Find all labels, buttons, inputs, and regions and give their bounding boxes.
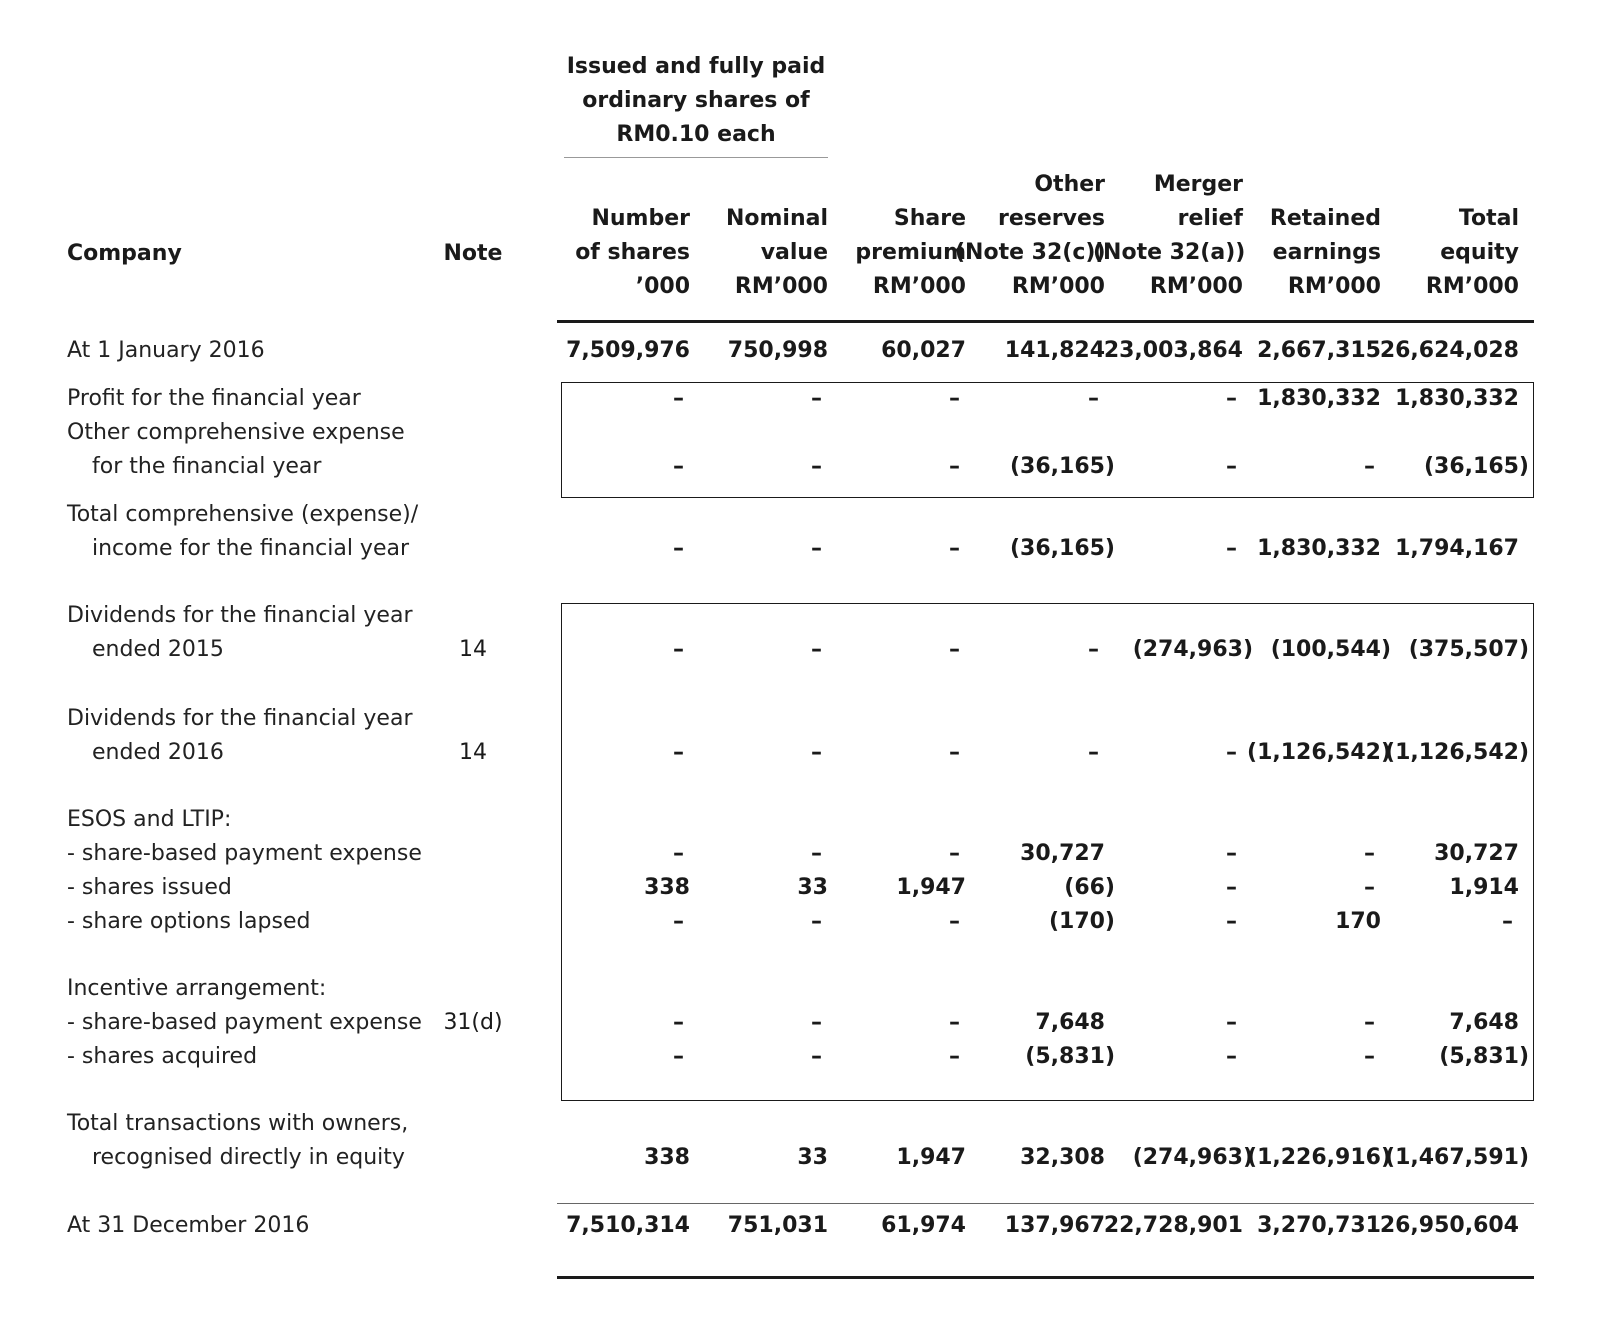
row-value: (274,963) xyxy=(1132,637,1253,662)
row-label: - share-based payment expense xyxy=(67,841,422,866)
column-heading-line: Other xyxy=(1034,172,1105,197)
row-label: Profit for the financial year xyxy=(67,386,361,411)
row-label: Dividends for the financial year xyxy=(67,603,413,628)
subtotal-rule xyxy=(557,1203,1534,1204)
row-value: 751,031 xyxy=(727,1213,828,1238)
row-label: Dividends for the financial year xyxy=(67,706,413,731)
row-value: 33 xyxy=(797,1145,828,1170)
row-value: – xyxy=(811,1044,822,1069)
row-value: 750,998 xyxy=(727,338,828,363)
row-value: – xyxy=(1364,875,1375,900)
column-heading-line: RM’000 xyxy=(872,274,966,299)
row-label: At 1 January 2016 xyxy=(67,338,265,363)
row-value: (36,165) xyxy=(1423,454,1529,479)
row-value: (1,467,591) xyxy=(1385,1145,1529,1170)
row-note: 14 xyxy=(459,637,487,662)
row-label: ended 2016 xyxy=(92,740,224,765)
row-value: – xyxy=(1226,841,1237,866)
row-note: 31(d) xyxy=(443,1010,503,1035)
row-value: – xyxy=(811,1010,822,1035)
row-value: 1,794,167 xyxy=(1395,536,1519,561)
row-label: - shares acquired xyxy=(67,1044,258,1069)
row-value: – xyxy=(673,536,684,561)
row-value: – xyxy=(1226,454,1237,479)
row-value: 7,509,976 xyxy=(566,338,690,363)
row-value: – xyxy=(673,1010,684,1035)
row-value: (36,165) xyxy=(1009,536,1115,561)
row-value: 338 xyxy=(644,875,690,900)
row-value: – xyxy=(949,536,960,561)
row-value: – xyxy=(949,841,960,866)
column-heading-line: Share xyxy=(893,206,966,231)
row-value: 7,648 xyxy=(1035,1010,1105,1035)
comprehensive-income-box xyxy=(561,382,1534,498)
row-value: – xyxy=(949,1044,960,1069)
row-value: 26,950,604 xyxy=(1379,1213,1519,1238)
row-value: – xyxy=(811,386,822,411)
row-value: (274,963) xyxy=(1132,1145,1253,1170)
row-value: – xyxy=(673,386,684,411)
column-heading-line: reserves xyxy=(998,206,1105,231)
row-value: (66) xyxy=(1064,875,1115,900)
company-heading: Company xyxy=(67,241,182,266)
row-value: 61,974 xyxy=(881,1213,966,1238)
row-label: Total transactions with owners, xyxy=(67,1111,409,1136)
row-label: Other comprehensive expense xyxy=(67,420,405,445)
row-value: – xyxy=(1364,1010,1375,1035)
column-heading-line: Retained xyxy=(1269,206,1381,231)
row-value: – xyxy=(1226,1010,1237,1035)
row-value: 7,510,314 xyxy=(566,1213,690,1238)
row-value: 1,830,332 xyxy=(1395,386,1519,411)
row-value: – xyxy=(1088,637,1099,662)
row-label: recognised directly in equity xyxy=(92,1145,405,1170)
column-heading-line: Merger xyxy=(1153,172,1243,197)
row-value: – xyxy=(949,1010,960,1035)
column-heading-line: RM’000 xyxy=(1425,274,1519,299)
row-value: 22,728,901 xyxy=(1103,1213,1243,1238)
row-value: – xyxy=(1088,740,1099,765)
row-value: – xyxy=(811,909,822,934)
row-value: 32,308 xyxy=(1020,1145,1105,1170)
row-note: 14 xyxy=(459,740,487,765)
column-heading-line: Total xyxy=(1458,206,1519,231)
group-header-line: Issued and fully paid xyxy=(566,54,826,79)
row-value: – xyxy=(811,536,822,561)
row-value: – xyxy=(949,454,960,479)
row-value: 3,270,731 xyxy=(1257,1213,1381,1238)
column-heading-line: (Note 32(a)) xyxy=(1093,240,1246,265)
row-value: – xyxy=(1364,841,1375,866)
transactions-with-owners-box xyxy=(561,603,1534,1101)
row-value: 33 xyxy=(797,875,828,900)
row-label: - share-based payment expense xyxy=(67,1010,422,1035)
row-value: (5,831) xyxy=(1025,1044,1115,1069)
row-label: ended 2015 xyxy=(92,637,224,662)
row-value: – xyxy=(949,740,960,765)
row-value: – xyxy=(811,841,822,866)
row-label: Incentive arrangement: xyxy=(67,976,327,1001)
row-value: (100,544) xyxy=(1270,637,1391,662)
column-heading-line: premium xyxy=(855,240,966,265)
row-label: ESOS and LTIP: xyxy=(67,807,232,832)
row-value: 1,947 xyxy=(896,875,966,900)
row-value: – xyxy=(673,909,684,934)
row-value: – xyxy=(673,454,684,479)
row-value: 30,727 xyxy=(1020,841,1105,866)
group-header-underline xyxy=(564,157,828,158)
row-value: (375,507) xyxy=(1408,637,1529,662)
row-value: – xyxy=(1226,875,1237,900)
row-value: 1,914 xyxy=(1449,875,1519,900)
row-value: – xyxy=(1226,1044,1237,1069)
row-value: – xyxy=(1226,386,1237,411)
row-value: – xyxy=(673,637,684,662)
closing-double-rule xyxy=(557,1276,1534,1279)
row-value: 2,667,315 xyxy=(1257,338,1381,363)
row-label: income for the financial year xyxy=(92,536,410,561)
row-value: (1,126,542) xyxy=(1385,740,1529,765)
row-value: – xyxy=(1502,909,1513,934)
row-value: – xyxy=(1226,909,1237,934)
column-heading-line: RM’000 xyxy=(1287,274,1381,299)
row-label: Total comprehensive (expense)/ xyxy=(67,502,419,527)
row-value: – xyxy=(1364,1044,1375,1069)
row-value: – xyxy=(673,740,684,765)
row-value: 1,830,332 xyxy=(1257,536,1381,561)
column-heading-line: RM’000 xyxy=(1149,274,1243,299)
row-value: 30,727 xyxy=(1434,841,1519,866)
column-heading-line: RM’000 xyxy=(734,274,828,299)
column-heading-line: Nominal xyxy=(725,206,828,231)
row-value: – xyxy=(811,637,822,662)
row-value: – xyxy=(1088,386,1099,411)
row-label: - shares issued xyxy=(67,875,232,900)
note-heading: Note xyxy=(443,241,503,266)
row-value: – xyxy=(1226,536,1237,561)
row-value: (1,126,542) xyxy=(1247,740,1391,765)
row-value: 137,967 xyxy=(1004,1213,1105,1238)
row-label: - share options lapsed xyxy=(67,909,311,934)
row-value: 1,947 xyxy=(896,1145,966,1170)
row-value: (1,226,916) xyxy=(1247,1145,1391,1170)
column-heading-line: of shares xyxy=(575,240,690,265)
row-value: 23,003,864 xyxy=(1103,338,1243,363)
row-value: 60,027 xyxy=(881,338,966,363)
row-value: 338 xyxy=(644,1145,690,1170)
row-value: 26,624,028 xyxy=(1379,338,1519,363)
row-value: – xyxy=(949,909,960,934)
row-value: – xyxy=(811,740,822,765)
header-bottom-rule xyxy=(557,320,1534,323)
row-value: – xyxy=(949,637,960,662)
column-heading-line: ’000 xyxy=(635,274,690,299)
column-heading-line: RM’000 xyxy=(1011,274,1105,299)
column-heading-line: (Note 32(c)) xyxy=(955,240,1106,265)
row-value: (5,831) xyxy=(1439,1044,1529,1069)
row-value: 1,830,332 xyxy=(1257,386,1381,411)
group-header-line: ordinary shares of xyxy=(582,88,810,113)
row-value: 141,824 xyxy=(1004,338,1105,363)
column-heading-line: value xyxy=(760,240,828,265)
row-value: (36,165) xyxy=(1009,454,1115,479)
row-value: – xyxy=(1364,454,1375,479)
column-heading-line: equity xyxy=(1440,240,1519,265)
row-value: (170) xyxy=(1048,909,1115,934)
row-value: 7,648 xyxy=(1449,1010,1519,1035)
row-value: 170 xyxy=(1335,909,1381,934)
row-label: for the financial year xyxy=(92,454,322,479)
row-value: – xyxy=(811,454,822,479)
row-value: – xyxy=(949,386,960,411)
column-heading-line: Number xyxy=(591,206,690,231)
row-value: – xyxy=(1226,740,1237,765)
column-heading-line: relief xyxy=(1177,206,1243,231)
row-value: – xyxy=(673,841,684,866)
column-heading-line: earnings xyxy=(1272,240,1381,265)
row-label: At 31 December 2016 xyxy=(67,1213,310,1238)
group-header-line: RM0.10 each xyxy=(616,122,776,147)
row-value: – xyxy=(673,1044,684,1069)
